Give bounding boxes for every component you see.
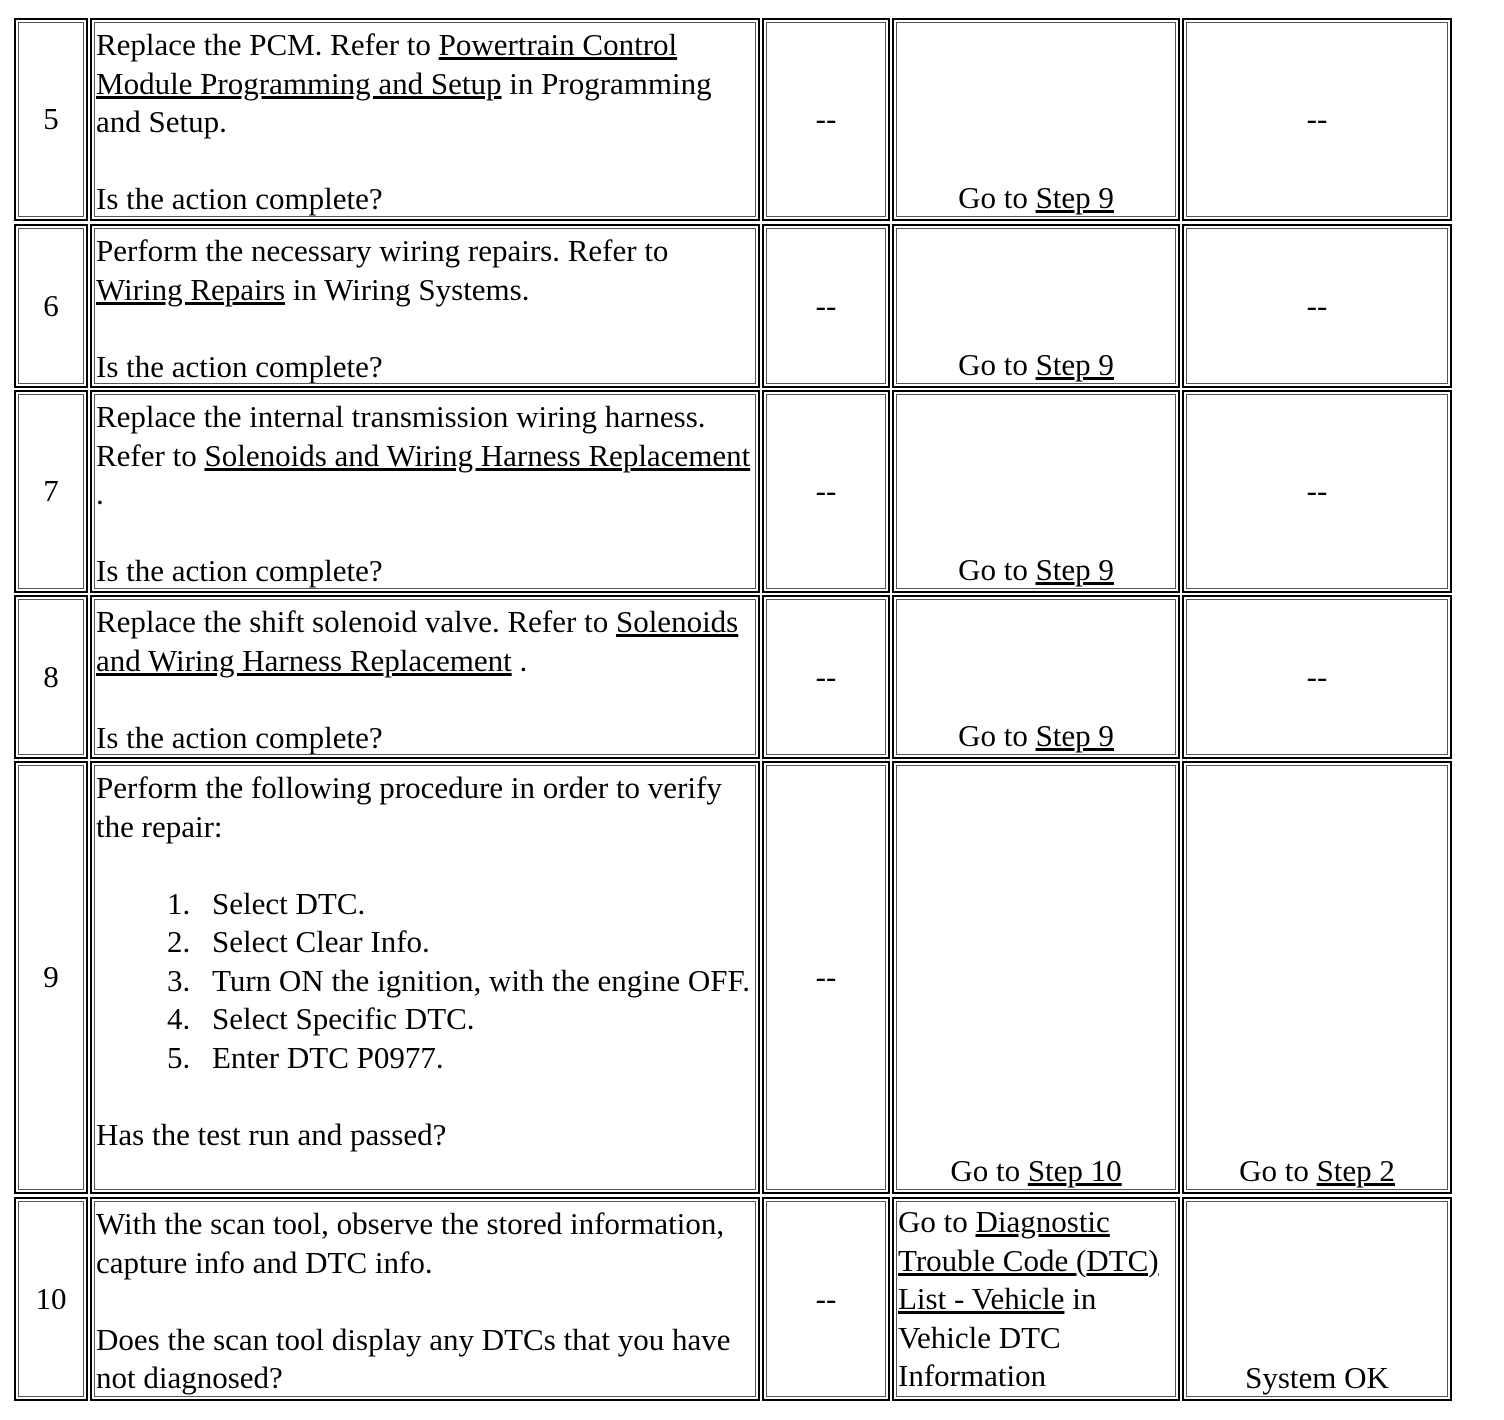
procedure-intro: Perform the following procedure in order to verify the repair: bbox=[96, 770, 722, 844]
link-step-9[interactable]: Step 9 bbox=[1035, 551, 1114, 587]
value-cell: -- bbox=[762, 1197, 890, 1401]
yes-cell: Go to Step 9 bbox=[892, 595, 1180, 759]
link-step-2[interactable]: Step 2 bbox=[1316, 1152, 1395, 1188]
no-cell: -- bbox=[1182, 595, 1452, 759]
link-solenoids-harness[interactable]: Solenoids and Wiring Harness Replacement bbox=[204, 437, 751, 473]
link-solenoids-harness[interactable]: Solenoids and Wiring Harness Replacement bbox=[96, 604, 739, 678]
link-step-9[interactable]: Step 9 bbox=[1035, 346, 1114, 382]
step-number: 5 bbox=[14, 18, 88, 221]
action-cell: Perform the necessary wiring repairs. Refer to Wiring Repairs in Wiring Systems. Is the action complete? bbox=[90, 224, 760, 388]
link-step-9[interactable]: Step 9 bbox=[1035, 717, 1114, 753]
yes-cell: Go to Step 10 bbox=[892, 761, 1180, 1194]
action-question: Has the test run and passed? bbox=[96, 1116, 447, 1152]
step-number: 10 bbox=[14, 1197, 88, 1401]
step-number: 9 bbox=[14, 761, 88, 1194]
no-cell: Go to Step 2 bbox=[1182, 761, 1452, 1194]
action-cell: Replace the PCM. Refer to Powertrain Control Module Programming and Setup in Programming and Setup. Is the action complete? bbox=[90, 18, 760, 221]
procedure-list bbox=[96, 885, 754, 1078]
value-cell: -- bbox=[762, 18, 890, 221]
action-question: Does the scan tool display any DTCs that you have not diagnosed? bbox=[96, 1321, 731, 1395]
list-item: 5. Enter DTC P0977. bbox=[198, 1039, 754, 1078]
yes-cell: Go to Step 9 bbox=[892, 18, 1180, 221]
action-cell: Replace the internal transmission wiring harness. Refer to Solenoids and Wiring Harness Replacement . Is the action complete? bbox=[90, 390, 760, 593]
yes-cell: Go to Step 9 bbox=[892, 224, 1180, 388]
list-item: 2. Select Clear Info. bbox=[198, 923, 754, 962]
step-number: 8 bbox=[14, 595, 88, 759]
action-cell: Replace the shift solenoid valve. Refer to Solenoids and Wiring Harness Replacement . Is the action complete? bbox=[90, 595, 760, 759]
action-question: Is the action complete? bbox=[96, 348, 383, 384]
link-pcm-programming[interactable]: Powertrain Control Module Programming and Setup bbox=[96, 27, 678, 101]
list-item: 3. Turn ON the ignition, with the engine OFF. bbox=[198, 962, 754, 1001]
step-number: 6 bbox=[14, 224, 88, 388]
no-cell: -- bbox=[1182, 224, 1452, 388]
no-cell: -- bbox=[1182, 390, 1452, 593]
no-cell: -- bbox=[1182, 18, 1452, 221]
action-cell bbox=[90, 761, 760, 1194]
action-question: Is the action complete? bbox=[96, 719, 383, 755]
action-question: Is the action complete? bbox=[96, 181, 383, 216]
link-step-9[interactable]: Step 9 bbox=[1035, 179, 1114, 215]
action-cell bbox=[90, 1197, 760, 1401]
value-cell: -- bbox=[762, 390, 890, 593]
link-wiring-repairs[interactable]: Wiring Repairs bbox=[96, 271, 286, 307]
list-item: 1. Select DTC. bbox=[198, 885, 754, 924]
action-intro: With the scan tool, observe the stored information, capture info and DTC info. bbox=[96, 1206, 725, 1280]
value-cell: -- bbox=[762, 595, 890, 759]
yes-cell: Go to Diagnostic Trouble Code (DTC) List - Vehicle in Vehicle DTC Information bbox=[892, 1197, 1180, 1401]
yes-cell: Go to Step 9 bbox=[892, 390, 1180, 593]
link-dtc-list-vehicle[interactable]: Diagnostic Trouble Code (DTC) List - Vehicle bbox=[898, 1204, 1159, 1316]
step-number: 7 bbox=[14, 390, 88, 593]
link-step-10[interactable]: Step 10 bbox=[1027, 1152, 1122, 1188]
value-cell: -- bbox=[762, 224, 890, 388]
action-question: Is the action complete? bbox=[96, 553, 383, 588]
value-cell: -- bbox=[762, 761, 890, 1194]
list-item: 4. Select Specific DTC. bbox=[198, 1000, 754, 1039]
no-cell: System OK bbox=[1182, 1197, 1452, 1401]
